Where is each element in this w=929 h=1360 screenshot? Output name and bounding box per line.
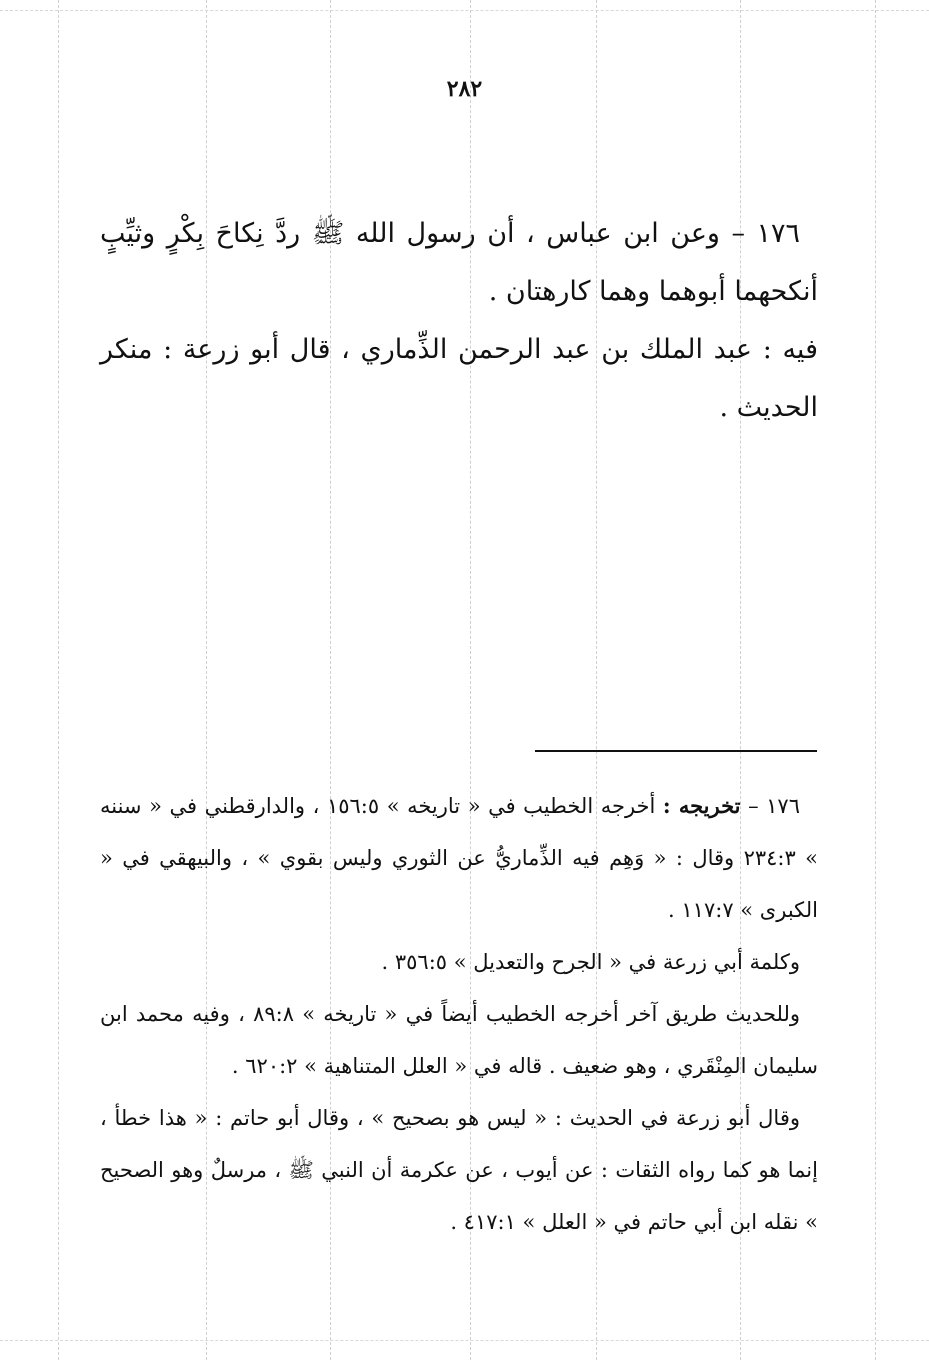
- footnote-takhrij: [100, 780, 818, 936]
- hadith-text: [100, 205, 818, 437]
- scan-guide-line: [0, 1340, 929, 1341]
- footnote-takhrij-text: أخرجه الخطيب في « تاريخه » ١٥٦:٥ ، والدارقطني في « سننه » ٢٣٤:٣ وقال : « وَهِم فيه الذِّماريُّ عن الثوري وليس بقوي » ، والبيهقي في « الكبرى » ١١٧:٧ .: [100, 794, 818, 922]
- footnote-divider: [535, 750, 817, 752]
- footnote-number: ١٧٦ –: [748, 794, 800, 818]
- footnote-paragraph: وللحديث طريق آخر أخرجه الخطيب أيضاً في « تاريخه » ٨٩:٨ ، وفيه محمد ابن سليمان المِنْقَري ، وهو ضعيف . قاله في « العلل المتناهية » ٦٢٠:٢ .: [100, 1002, 818, 1078]
- scan-guide-line: [0, 10, 929, 11]
- footnote-takhrij-label: تخريجه :: [662, 793, 741, 818]
- hadith-paragraph: ١٧٦ – وعن ابن عباس ، أن رسول الله ﷺ ردَّ نِكاحَ بِكْرٍ وثيِّبٍ أنكحهما أبوهما وهما كارهتان .: [100, 218, 818, 307]
- footnote-paragraph: وقال أبو زرعة في الحديث : « ليس هو بصحيح » ، وقال أبو حاتم : « هذا خطأ ، إنما هو كما رواه الثقات : عن أيوب ، عن عكرمة أن النبي ﷺ ، مرسلٌ وهو الصحيح » نقله ابن أبي حاتم في « العلل » ٤١٧:١ .: [100, 1106, 818, 1234]
- hadith-commentary: فيه : عبد الملك بن عبد الرحمن الذِّماري ، قال أبو زرعة : منكر الحديث .: [100, 334, 818, 423]
- scan-guide-line: [58, 0, 59, 1360]
- footnotes: [100, 780, 818, 1248]
- footnote-paragraph: وكلمة أبي زرعة في « الجرح والتعديل » ٣٥٦:٥ .: [381, 950, 800, 974]
- page-number: ٢٨٢: [446, 76, 483, 102]
- scan-guide-line: [875, 0, 876, 1360]
